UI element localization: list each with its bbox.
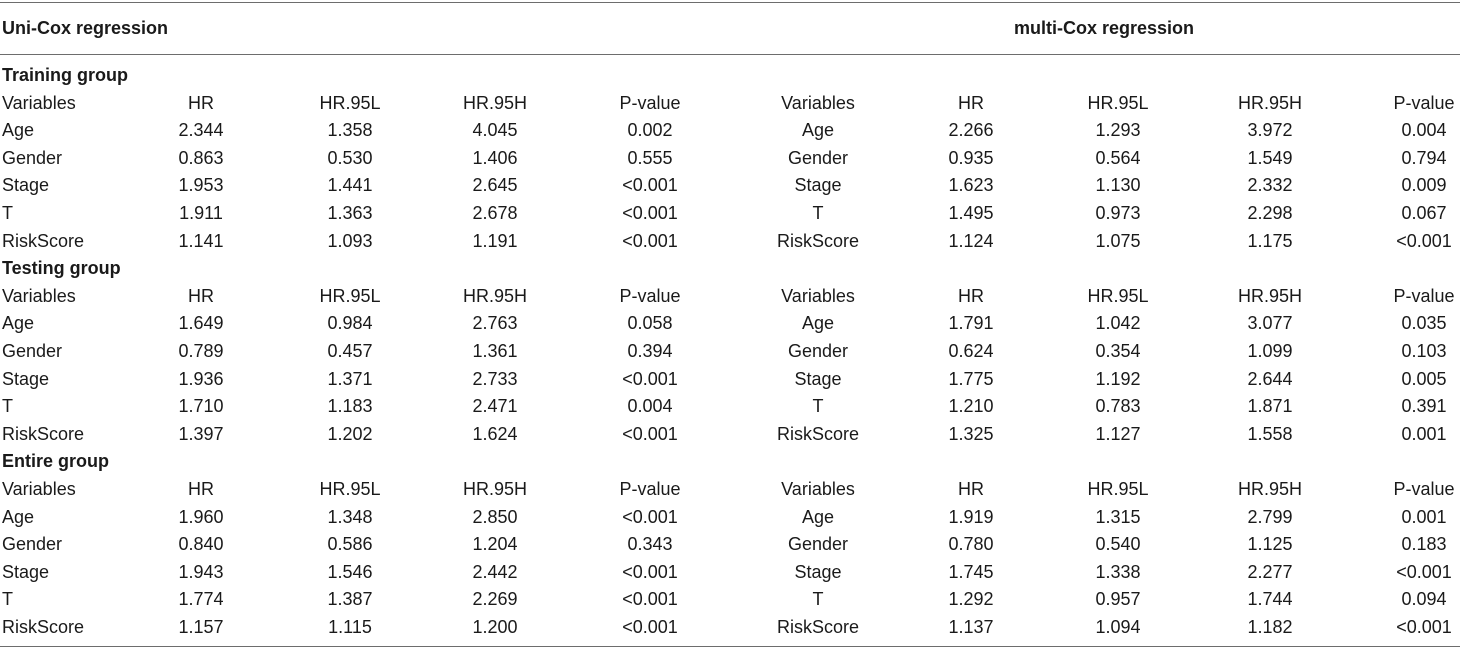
multi-hr-cell: 2.266	[948, 120, 994, 141]
multi-p-value-cell: 0.001	[1401, 423, 1447, 444]
multi-variable-cell: RiskScore	[776, 423, 860, 444]
group-title-row	[0, 62, 1460, 90]
multi-hr-cell: 0.624	[948, 340, 994, 361]
multi-hr-95h-cell: 2.799	[1247, 506, 1293, 527]
uni-hr-95l-cell: 1.371	[327, 368, 373, 389]
multi-hr-95l-cell: 0.957	[1095, 589, 1141, 610]
column-header-p-value: P-value	[1393, 92, 1455, 113]
uni-hr-cell: 1.774	[178, 589, 224, 610]
column-header-row	[0, 283, 1460, 311]
uni-hr-95h-cell: 2.850	[472, 506, 518, 527]
multi-hr-95h-cell: 1.558	[1247, 423, 1293, 444]
multi-hr-cell: 1.775	[948, 368, 994, 389]
column-header-hr-95h: HR.95H	[462, 92, 528, 113]
uni-p-value-cell: <0.001	[622, 230, 678, 251]
column-header-hr: HR	[188, 285, 214, 306]
multi-p-value-cell: 0.001	[1401, 506, 1447, 527]
column-header-hr: HR	[958, 92, 984, 113]
multi-hr-cell: 1.623	[948, 175, 994, 196]
multi-hr-95l-cell: 1.094	[1095, 616, 1141, 637]
multi-variable-cell: T	[812, 396, 824, 417]
uni-p-value-cell: <0.001	[622, 589, 678, 610]
uni-hr-cell: 1.157	[178, 616, 224, 637]
column-header-hr-95h: HR.95H	[1237, 92, 1303, 113]
multi-hr-95h-cell: 1.099	[1247, 340, 1293, 361]
uni-hr-95l-cell: 0.984	[327, 313, 373, 334]
multi-variable-cell: Gender	[787, 340, 849, 361]
multi-hr-95l-cell: 0.973	[1095, 202, 1141, 223]
uni-variable-cell: RiskScore	[2, 423, 85, 444]
multi-p-value-cell: 0.183	[1401, 534, 1447, 555]
group-title: Entire group	[2, 451, 109, 472]
uni-p-value-cell: 0.394	[627, 340, 673, 361]
column-header-p-value: P-value	[1393, 285, 1455, 306]
uni-hr-95l-cell: 1.093	[327, 230, 373, 251]
column-header-variables: Variables	[2, 92, 76, 113]
column-header-hr-95h: HR.95H	[462, 285, 528, 306]
uni-hr-95l-cell: 0.530	[327, 147, 373, 168]
table-row	[0, 200, 1460, 228]
multi-p-value-cell: <0.001	[1396, 616, 1452, 637]
uni-hr-95h-cell: 1.204	[472, 534, 518, 555]
uni-hr-cell: 1.141	[178, 230, 224, 251]
uni-hr-95h-cell: 2.645	[472, 175, 518, 196]
multi-variable-cell: RiskScore	[776, 616, 860, 637]
multi-p-value-cell: 0.005	[1401, 368, 1447, 389]
table-row	[0, 172, 1460, 200]
multi-hr-95h-cell: 1.125	[1247, 534, 1293, 555]
multi-hr-95l-cell: 1.075	[1095, 230, 1141, 251]
multi-hr-cell: 0.935	[948, 147, 994, 168]
multi-hr-95l-cell: 1.192	[1095, 368, 1141, 389]
uni-hr-95h-cell: 1.191	[472, 230, 518, 251]
multi-p-value-cell: 0.103	[1401, 340, 1447, 361]
uni-hr-cell: 1.943	[178, 561, 224, 582]
multi-variable-cell: Gender	[787, 147, 849, 168]
column-header-hr-95h: HR.95H	[1237, 285, 1303, 306]
uni-p-value-cell: 0.343	[627, 534, 673, 555]
uni-p-value-cell: <0.001	[622, 202, 678, 223]
multi-variable-cell: Stage	[794, 175, 842, 196]
uni-hr-cell: 1.960	[178, 506, 224, 527]
uni-p-value-cell: 0.555	[627, 147, 673, 168]
table-row	[0, 421, 1460, 449]
multi-p-value-cell: 0.009	[1401, 175, 1447, 196]
table-row	[0, 586, 1460, 614]
uni-variable-cell: T	[2, 589, 13, 610]
table-row	[0, 531, 1460, 559]
uni-hr-95l-cell: 1.358	[327, 120, 373, 141]
uni-p-value-cell: <0.001	[622, 423, 678, 444]
uni-hr-95l-cell: 1.441	[327, 175, 373, 196]
group-title-row	[0, 448, 1460, 476]
multi-p-value-cell: <0.001	[1396, 230, 1452, 251]
uni-variable-cell: RiskScore	[2, 616, 85, 637]
table-body	[0, 62, 1460, 641]
uni-hr-95h-cell: 2.269	[472, 589, 518, 610]
column-header-hr-95l: HR.95L	[319, 478, 381, 499]
uni-hr-95l-cell: 1.363	[327, 202, 373, 223]
uni-variable-cell: Gender	[2, 534, 63, 555]
multi-hr-95l-cell: 1.293	[1095, 120, 1141, 141]
multi-variable-cell: Age	[801, 506, 835, 527]
column-header-hr-95h: HR.95H	[462, 478, 528, 499]
multi-variable-cell: Stage	[794, 368, 842, 389]
multi-hr-cell: 1.495	[948, 202, 994, 223]
uni-variable-cell: T	[2, 396, 13, 417]
multi-hr-95h-cell: 2.298	[1247, 202, 1293, 223]
multi-hr-95h-cell: 2.644	[1247, 368, 1293, 389]
uni-hr-cell: 1.649	[178, 313, 224, 334]
table-row	[0, 228, 1460, 256]
column-header-hr: HR	[958, 285, 984, 306]
uni-hr-95l-cell: 1.115	[328, 616, 372, 637]
multi-hr-95h-cell: 1.871	[1247, 396, 1293, 417]
multi-p-value-cell: 0.794	[1401, 147, 1447, 168]
column-header-hr: HR	[188, 92, 214, 113]
column-header-p-value: P-value	[1393, 478, 1455, 499]
uni-variable-cell: Gender	[2, 147, 63, 168]
multi-p-value-cell: 0.391	[1401, 396, 1447, 417]
uni-hr-95h-cell: 4.045	[472, 120, 518, 141]
top-rule	[0, 2, 1460, 3]
uni-p-value-cell: 0.002	[627, 120, 673, 141]
multi-hr-95l-cell: 1.130	[1095, 175, 1141, 196]
multi-hr-95h-cell: 1.182	[1247, 616, 1293, 637]
uni-p-value-cell: <0.001	[622, 506, 678, 527]
multi-hr-95l-cell: 0.354	[1095, 340, 1141, 361]
multi-hr-95l-cell: 0.564	[1095, 147, 1141, 168]
column-header-hr: HR	[958, 478, 984, 499]
uni-cox-header: Uni-Cox regression	[2, 18, 169, 38]
column-header-hr-95l: HR.95L	[1087, 285, 1149, 306]
multi-variable-cell: Age	[801, 120, 835, 141]
uni-hr-cell: 1.911	[179, 202, 223, 223]
multi-variable-cell: T	[812, 589, 824, 610]
multi-p-value-cell: 0.004	[1401, 120, 1447, 141]
uni-hr-cell: 1.953	[178, 175, 224, 196]
uni-hr-95h-cell: 2.471	[472, 396, 518, 417]
multi-variable-cell: RiskScore	[776, 230, 860, 251]
uni-hr-95l-cell: 1.546	[327, 561, 373, 582]
multi-variable-cell: T	[812, 202, 824, 223]
multi-p-value-cell: <0.001	[1396, 561, 1452, 582]
uni-hr-95h-cell: 1.361	[472, 340, 518, 361]
multi-hr-cell: 0.780	[948, 534, 994, 555]
uni-hr-cell: 1.397	[178, 423, 224, 444]
multi-hr-95l-cell: 1.042	[1095, 313, 1141, 334]
column-header-variables: Variables	[2, 285, 76, 306]
uni-hr-95l-cell: 1.387	[327, 589, 373, 610]
uni-hr-cell: 0.789	[178, 340, 224, 361]
group-title: Training group	[2, 65, 128, 85]
uni-p-value-cell: <0.001	[622, 561, 678, 582]
multi-hr-95h-cell: 3.077	[1247, 313, 1293, 334]
multi-p-value-cell: 0.067	[1401, 202, 1447, 223]
uni-hr-95l-cell: 0.586	[327, 534, 373, 555]
uni-hr-95l-cell: 0.457	[327, 340, 373, 361]
column-header-hr-95l: HR.95L	[319, 285, 381, 306]
column-header-p-value: P-value	[619, 478, 681, 499]
multi-hr-95h-cell: 2.277	[1247, 561, 1293, 582]
uni-hr-cell: 2.344	[178, 120, 224, 141]
uni-variable-cell: Age	[2, 313, 35, 334]
multi-hr-95h-cell: 1.744	[1247, 589, 1293, 610]
column-header-row	[0, 476, 1460, 504]
multi-hr-95h-cell: 2.332	[1247, 175, 1293, 196]
table-row	[0, 145, 1460, 173]
multi-p-value-cell: 0.094	[1401, 589, 1447, 610]
multi-hr-95l-cell: 0.783	[1095, 396, 1141, 417]
table-row	[0, 338, 1460, 366]
uni-hr-95h-cell: 1.406	[472, 147, 518, 168]
table-row	[0, 614, 1460, 642]
uni-variable-cell: RiskScore	[2, 230, 85, 251]
uni-hr-95l-cell: 1.348	[327, 506, 373, 527]
uni-hr-95h-cell: 1.200	[472, 616, 518, 637]
multi-hr-95h-cell: 1.175	[1247, 230, 1293, 251]
uni-variable-cell: Age	[2, 506, 35, 527]
column-header-hr-95h: HR.95H	[1237, 478, 1303, 499]
column-header-p-value: P-value	[619, 92, 681, 113]
uni-variable-cell: T	[2, 202, 13, 223]
group-title: Testing group	[2, 258, 121, 279]
column-header-p-value: P-value	[619, 285, 681, 306]
uni-hr-95h-cell: 2.678	[472, 202, 518, 223]
multi-hr-cell: 1.791	[948, 313, 994, 334]
multi-hr-95h-cell: 3.972	[1247, 120, 1293, 141]
multi-hr-cell: 1.919	[948, 506, 994, 527]
uni-variable-cell: Stage	[2, 175, 50, 196]
uni-p-value-cell: 0.058	[627, 313, 673, 334]
table-row	[0, 310, 1460, 338]
multi-hr-cell: 1.292	[948, 589, 994, 610]
multi-hr-cell: 1.137	[948, 616, 994, 637]
column-header-variables: Variables	[781, 478, 855, 499]
uni-hr-95h-cell: 2.763	[472, 313, 518, 334]
multi-hr-cell: 1.745	[948, 561, 994, 582]
uni-p-value-cell: <0.001	[622, 616, 678, 637]
uni-hr-95h-cell: 1.624	[472, 423, 518, 444]
column-header-hr: HR	[188, 478, 214, 499]
uni-p-value-cell: <0.001	[622, 175, 678, 196]
column-header-variables: Variables	[781, 285, 855, 306]
multi-hr-cell: 1.325	[948, 423, 994, 444]
multi-hr-95h-cell: 1.549	[1247, 147, 1293, 168]
table-row	[0, 117, 1460, 145]
uni-variable-cell: Age	[2, 120, 35, 141]
uni-hr-95l-cell: 1.202	[327, 423, 373, 444]
uni-hr-cell: 0.863	[178, 147, 224, 168]
column-header-variables: Variables	[2, 478, 76, 499]
column-header-hr-95l: HR.95L	[1087, 92, 1149, 113]
bottom-rule	[0, 646, 1460, 647]
column-header-hr-95l: HR.95L	[319, 92, 381, 113]
multi-hr-cell: 1.210	[948, 396, 994, 417]
uni-variable-cell: Gender	[2, 340, 63, 361]
uni-hr-95h-cell: 2.442	[472, 561, 518, 582]
multi-cox-header: multi-Cox regression	[1014, 18, 1195, 38]
table-row	[0, 366, 1460, 394]
multi-variable-cell: Age	[801, 313, 835, 334]
multi-variable-cell: Gender	[787, 534, 849, 555]
multi-hr-95l-cell: 1.127	[1095, 423, 1141, 444]
uni-variable-cell: Stage	[2, 561, 50, 582]
uni-hr-95h-cell: 2.733	[472, 368, 518, 389]
multi-hr-95l-cell: 0.540	[1095, 534, 1141, 555]
multi-variable-cell: Stage	[794, 561, 842, 582]
uni-hr-cell: 1.710	[178, 396, 224, 417]
uni-hr-95l-cell: 1.183	[327, 396, 373, 417]
multi-hr-95l-cell: 1.315	[1095, 506, 1141, 527]
header-rule	[0, 54, 1460, 55]
column-header-hr-95l: HR.95L	[1087, 478, 1149, 499]
table-row	[0, 393, 1460, 421]
multi-hr-cell: 1.124	[948, 230, 994, 251]
column-header-variables: Variables	[781, 92, 855, 113]
uni-p-value-cell: <0.001	[622, 368, 678, 389]
multi-p-value-cell: 0.035	[1401, 313, 1447, 334]
uni-variable-cell: Stage	[2, 368, 50, 389]
group-title-row	[0, 255, 1460, 283]
table-row	[0, 559, 1460, 587]
multi-hr-95l-cell: 1.338	[1095, 561, 1141, 582]
table-row	[0, 504, 1460, 532]
column-header-row	[0, 90, 1460, 118]
uni-hr-cell: 1.936	[178, 368, 224, 389]
uni-p-value-cell: 0.004	[627, 396, 673, 417]
uni-hr-cell: 0.840	[178, 534, 224, 555]
